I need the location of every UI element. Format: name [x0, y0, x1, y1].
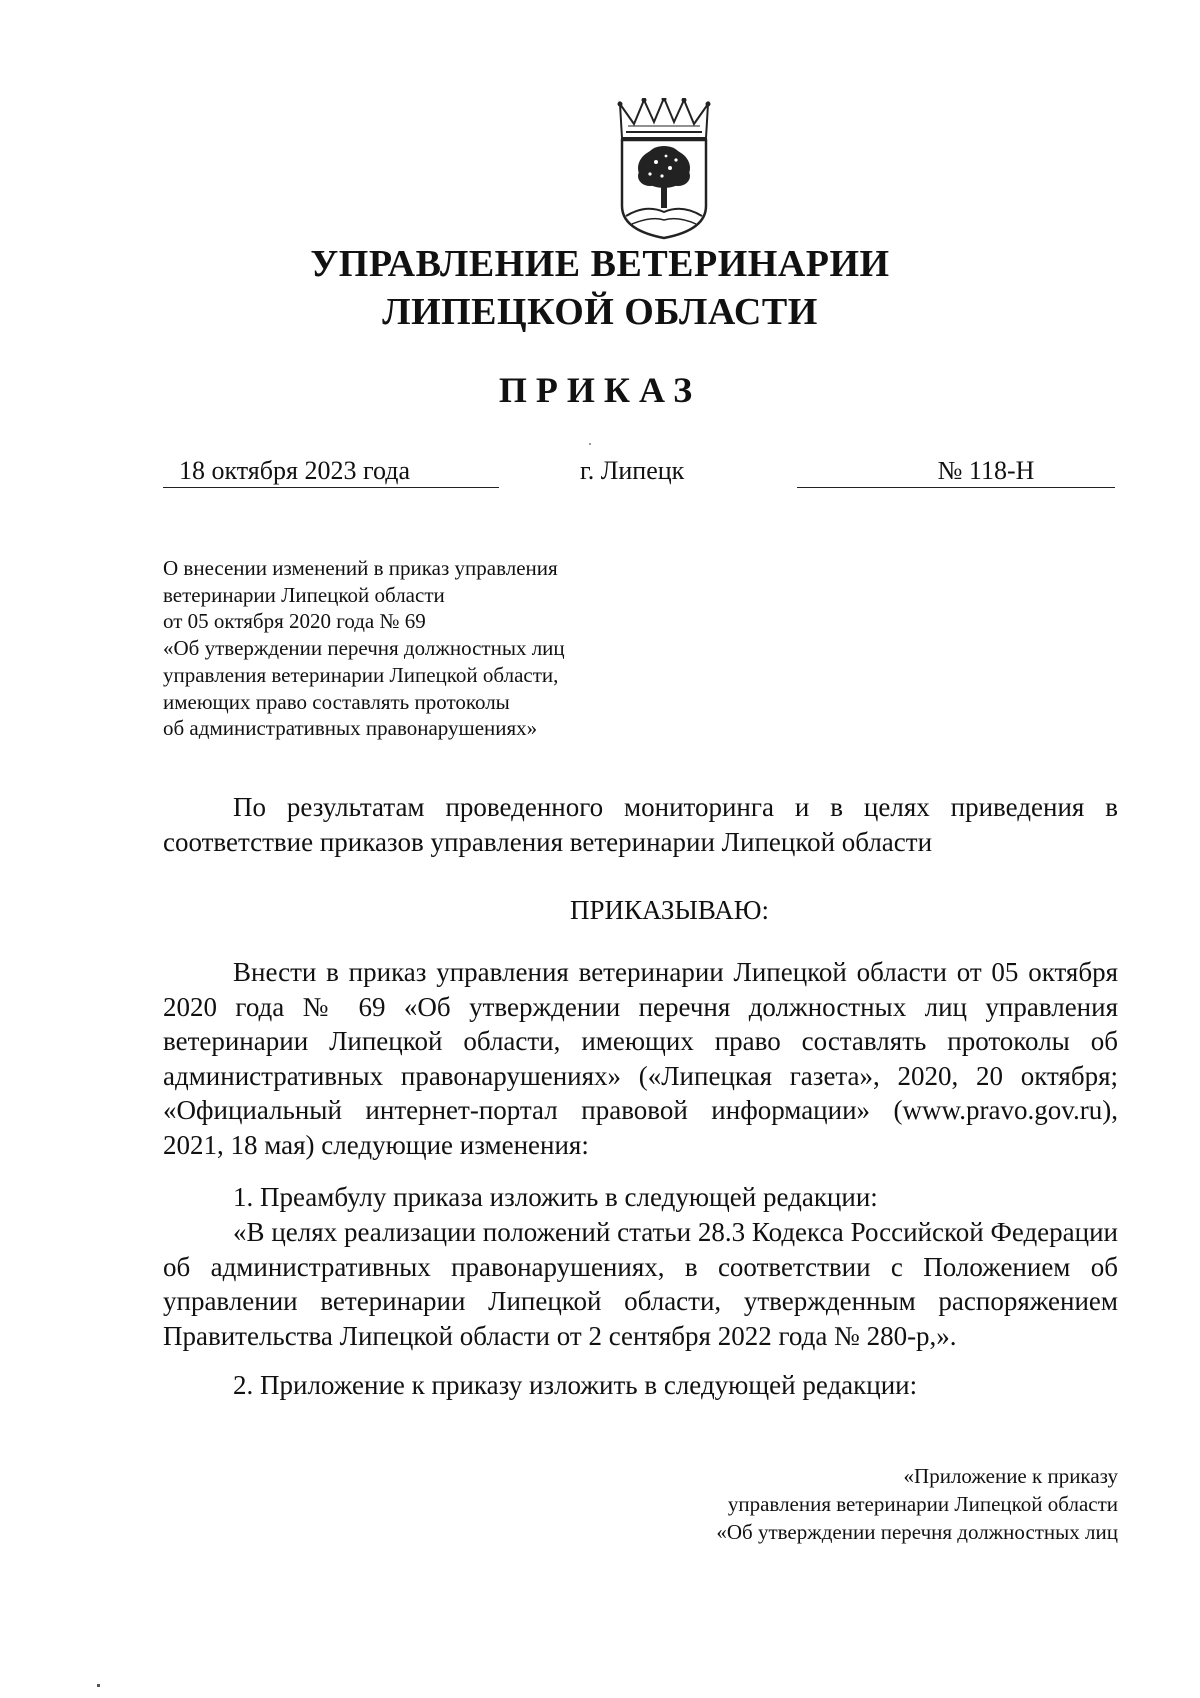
order-directive: ПРИКАЗЫВАЮ: — [570, 895, 769, 925]
item-2-heading: 2. Приложение к приказу изложить в следующей редакции: — [233, 1370, 918, 1400]
item-1-text: «В целях реализации положений статьи 28.3 Кодекса Российской Федерации об административных правонарушениях, в соответствии с Положением об управлении ветеринарии Липецкой области, утвержденным распоряжением Правительства Липецкой области от 2 сентября 2022 года № 280-р,». — [163, 1217, 1118, 1351]
lipetsk-coat-of-arms-icon — [616, 98, 712, 240]
document-subject — [163, 555, 723, 742]
appendix-line: «Приложение к приказу — [903, 1464, 1118, 1488]
appendix-line: «Об утверждении перечня должностных лиц — [716, 1520, 1118, 1544]
document-type-title: ПРИКАЗ — [498, 370, 702, 410]
subject-line: «Об утверждении перечня должностных лиц — [163, 636, 565, 661]
subject-line: управления ветеринарии Липецкой области, — [163, 662, 559, 687]
organization-name-line-2: ЛИПЕЦКОЙ ОБЛАСТИ — [382, 291, 818, 333]
main-paragraph: Внести в приказ управления ветеринарии Липецкой области от 05 октября 2020 года № 69 «Об утверждении перечня должностных лиц управления ветеринарии Липецкой области, имеющих право составлять протоколы об административных правонарушениях» («Липецкая газета», 2020, 20 октября; «Официальный интернет-портал правовой информации» (www.pravo.gov.ru), 2021, 18 мая) следующие изменения: — [163, 957, 1118, 1160]
scan-mark — [97, 1684, 100, 1687]
document-date: 18 октября 2023 года — [163, 455, 499, 488]
subject-line: имеющих право составлять протоколы — [163, 689, 510, 714]
intro-paragraph: По результатам проведенного мониторинга и в целях приведения в соответствие приказов управления ветеринарии Липецкой области — [163, 792, 1118, 857]
subject-line: об административных правонарушениях» — [163, 716, 538, 741]
appendix-heading — [716, 1462, 1118, 1546]
appendix-line: управления ветеринарии Липецкой области — [727, 1492, 1118, 1516]
document-number: № 118-Н — [797, 455, 1115, 488]
print-speck — [589, 443, 591, 445]
organization-name-line-1: УПРАВЛЕНИЕ ВЕТЕРИНАРИИ — [310, 243, 890, 285]
item-1-heading: 1. Преамбулу приказа изложить в следующей редакции: — [233, 1182, 878, 1212]
subject-line: О внесении изменений в приказ управления — [163, 556, 558, 580]
subject-line: от 05 октября 2020 года № 69 — [163, 609, 426, 634]
document-city: г. Липецк — [580, 456, 685, 485]
subject-line: ветеринарии Липецкой области — [163, 582, 445, 607]
